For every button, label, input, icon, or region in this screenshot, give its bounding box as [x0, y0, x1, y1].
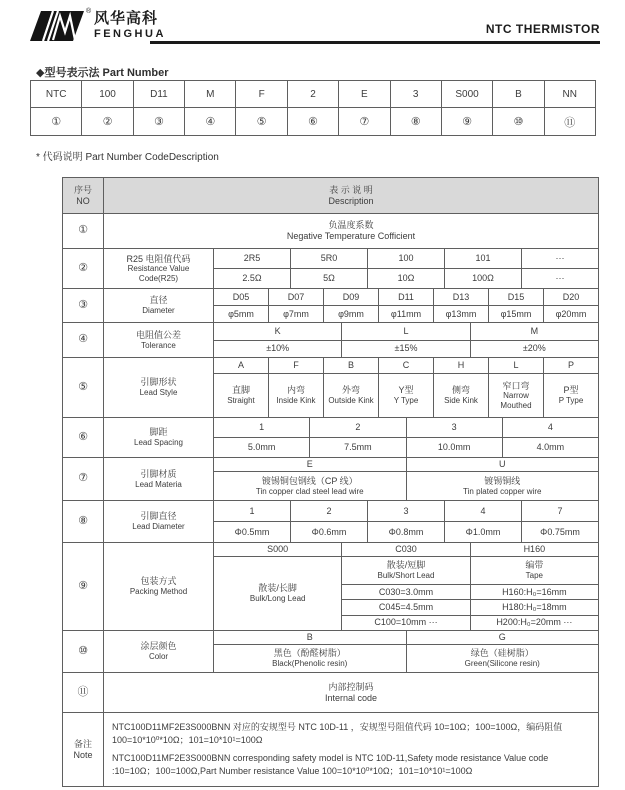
value-cell: ±15%	[342, 341, 470, 358]
ntc-desc-cell	[104, 214, 598, 248]
value-cell: 10Ω	[368, 269, 445, 288]
value-cell: φ20mm	[555, 308, 587, 319]
value-en: Tin plated copper wire	[463, 486, 542, 496]
value-subrow	[214, 269, 598, 288]
header-no-cn: 序号	[73, 184, 92, 195]
packing-option: H180:H₀=18mm	[471, 600, 598, 615]
brand-block	[94, 11, 166, 40]
code-subrow	[214, 249, 598, 269]
code-subrow	[214, 543, 598, 557]
value-cell	[214, 645, 407, 672]
registered-mark: ®	[86, 8, 92, 15]
pn-index: ②	[82, 108, 133, 135]
code-cell: 101	[445, 249, 522, 268]
page-header	[30, 8, 600, 60]
label-en: Lead Materia	[135, 479, 182, 489]
label-cn: 引脚直径	[140, 511, 177, 522]
packing-col-s000	[214, 557, 342, 630]
value-cn: 编带	[525, 560, 544, 571]
value-cell: 5.0mm	[214, 438, 310, 457]
row-lead-diameter	[63, 501, 598, 543]
pn-code: S000	[442, 81, 493, 107]
label-en: Resistance Value	[127, 264, 190, 274]
packing-option: C100=10mm ···	[374, 617, 438, 628]
label-cn: 包装方式	[140, 576, 177, 587]
row-tolerance	[63, 323, 598, 358]
value-cell: φ7mm	[269, 306, 324, 322]
code-cell: A	[214, 358, 269, 373]
code-cell: C	[379, 358, 434, 373]
code-cell: 3	[368, 501, 445, 521]
header-desc-cn: 表 示 说 明	[329, 184, 373, 195]
header-no-cell	[63, 178, 104, 213]
value-en: Green(Silicone resin)	[464, 659, 540, 669]
packing-col-h160	[471, 557, 598, 630]
row-resistance-value	[63, 249, 598, 289]
code-cell: H160	[523, 544, 546, 555]
code-subrow	[214, 418, 598, 438]
tolerance-values	[214, 323, 598, 357]
code-cell: D09	[324, 289, 379, 305]
brand-name-cn: 风华高科	[94, 10, 159, 27]
value-subrow	[214, 374, 598, 417]
value-cell: Φ0.8mm	[368, 522, 445, 542]
lead-diameter-label-cell	[104, 501, 214, 542]
row-index: ⑩	[63, 631, 104, 672]
value-en: Tin copper clad steel lead wire	[255, 486, 364, 496]
ntc-desc-en: Negative Temperature Cofficient	[286, 231, 416, 241]
value-cell	[342, 557, 469, 585]
value-cell: 7.5mm	[310, 438, 406, 457]
value-cell: 10.0mm	[407, 438, 503, 457]
resistance-label-cell	[104, 249, 214, 288]
lead-material-values	[214, 458, 598, 500]
row-index: ⑥	[63, 418, 104, 457]
value-subrow	[214, 341, 598, 358]
section-title: ◆型号表示法 Part Number	[36, 67, 169, 79]
packing-option: H200:H₀=20mm ···	[496, 617, 573, 628]
value-cell: Φ1.0mm	[445, 522, 522, 542]
value-en: Straight	[227, 396, 255, 406]
label-en: Code(R25)	[138, 273, 179, 283]
note-text-en: NTC100D11MF2E3S000BNN corresponding safety model is NTC 10D-11,Safety mode resistance Value code :10=10Ω；100=100Ω,Part Number resistance Value 100=10*10⁰*10Ω；101=10*10¹=100Ω	[112, 752, 549, 776]
brand-name-en: FENGHUA	[94, 27, 166, 40]
pn-index: ⑤	[236, 108, 287, 135]
row-index: ⑨	[63, 543, 104, 630]
code-cell: D15	[489, 289, 544, 305]
code-cell: D11	[379, 289, 434, 305]
pn-code: NN	[562, 88, 577, 100]
lead-style-values	[214, 358, 598, 417]
value-cell: φ13mm	[434, 306, 489, 322]
code-cell: H	[434, 358, 489, 373]
value-cell: 5Ω	[291, 269, 368, 288]
code-cell: B	[214, 631, 407, 644]
value-subrow	[214, 438, 598, 457]
row-index: ②	[63, 249, 104, 288]
code-cell: 2	[291, 501, 368, 521]
value-en: Black(Phenolic resin)	[272, 659, 348, 669]
row-index: ⑤	[63, 358, 104, 417]
pn-index: ⑪	[564, 116, 576, 129]
label-en: Diameter	[142, 306, 175, 316]
value-cn: 外弯	[341, 385, 360, 396]
row-lead-spacing	[63, 418, 598, 458]
packing-values	[214, 543, 598, 630]
row-color	[63, 631, 598, 673]
code-subrow	[214, 358, 598, 374]
pn-index: ⑦	[339, 108, 390, 135]
pn-index: ⑨	[442, 108, 493, 135]
value-cell: Φ0.5mm	[214, 522, 291, 542]
pn-index: ⑥	[288, 108, 339, 135]
value-cn: 窄口弯	[502, 380, 530, 391]
code-cell: 2R5	[214, 249, 291, 268]
value-cell	[324, 374, 379, 417]
label-cn: R25 电阻值代码	[126, 253, 191, 264]
row-index: ⑦	[63, 458, 104, 500]
value-cell: Φ0.6mm	[291, 522, 368, 542]
header-desc-en: Description	[328, 195, 374, 206]
row-index: ①	[63, 214, 104, 248]
label-cn: 引脚材质	[140, 468, 177, 479]
resistance-values	[214, 249, 598, 288]
row-index: ④	[63, 323, 104, 357]
code-subrow	[214, 289, 598, 306]
lead-diameter-values	[214, 501, 598, 542]
value-cell	[407, 472, 599, 500]
code-cell: 5R0	[291, 249, 368, 268]
value-cn: 内弯	[286, 385, 305, 396]
label-cn: 电阻值公差	[135, 329, 181, 340]
code-subrow	[214, 323, 598, 341]
code-cell: 4	[547, 422, 553, 433]
value-cell	[269, 374, 324, 417]
color-values	[214, 631, 598, 672]
value-cn: 镀锡铜包钢线（CP 线）	[261, 475, 358, 486]
label-cn: 涂层颜色	[140, 641, 177, 652]
note-label-en: Note	[73, 749, 93, 760]
value-en: Bulk/Long Lead	[249, 594, 306, 604]
value-cell	[489, 374, 544, 417]
value-en: Bulk/Short Lead	[377, 571, 435, 581]
label-cn: 脚距	[149, 427, 168, 438]
code-cell: F	[269, 358, 324, 373]
value-cn: 直脚	[231, 385, 250, 396]
code-cell: 4	[445, 501, 522, 521]
value-cell: 100Ω	[445, 269, 522, 288]
code-cell: K	[214, 323, 342, 340]
label-en: Lead Diameter	[132, 522, 185, 532]
diameter-values	[214, 289, 598, 322]
value-cn: 绿色（硅树脂）	[470, 648, 534, 659]
value-cell: ±10%	[214, 341, 342, 358]
pn-code: B	[493, 81, 544, 107]
value-cell	[214, 557, 341, 630]
lead-spacing-label-cell	[104, 418, 214, 457]
code-cell: 1	[214, 418, 310, 437]
row-note	[63, 713, 598, 786]
value-cell: ±20%	[522, 343, 546, 354]
value-cn: 散装/长脚	[258, 583, 297, 594]
value-cell	[407, 645, 599, 672]
code-cell: S000	[214, 543, 342, 556]
lead-material-label-cell	[104, 458, 214, 500]
value-cell	[379, 374, 434, 417]
code-cell: P	[567, 360, 574, 371]
pn-index: ⑧	[391, 108, 442, 135]
value-cell	[471, 557, 598, 585]
code-cell: D07	[269, 289, 324, 305]
color-label-cell	[104, 631, 214, 672]
code-cell: M	[530, 325, 539, 336]
code-subrow	[214, 631, 598, 645]
code-cell: 1	[214, 501, 291, 521]
value-en: Outside Kink	[328, 396, 374, 406]
note-content-cell	[104, 713, 598, 786]
row-index: ⑪	[63, 673, 104, 712]
value-cell: Φ0.75mm	[540, 526, 580, 537]
packing-col-c030	[342, 557, 470, 630]
value-cell: ···	[555, 273, 565, 284]
pn-index: ③	[134, 108, 185, 135]
value-subrow	[214, 522, 598, 542]
value-cell	[214, 374, 269, 417]
note-text-cn: NTC100D11MF2E3S000BNN 对应的安规型号 NTC 10D-11 ，安规型号阻值代码 10=10Ω；100=100Ω，编码阻值 100=10*10⁰*10Ω；101=10*10¹=100Ω	[112, 721, 563, 745]
pn-index: ⑩	[493, 108, 544, 135]
note-index-cell	[63, 713, 104, 786]
pn-index: ①	[31, 108, 82, 135]
row-lead-material	[63, 458, 598, 501]
value-subrow	[214, 645, 598, 672]
code-subrow	[214, 458, 598, 472]
document-title: NTC THERMISTOR	[485, 22, 600, 36]
pn-index: ④	[185, 108, 236, 135]
code-cell: ···	[555, 253, 565, 264]
label-en: Color	[148, 652, 169, 662]
ntc-desc-cn: 负温度系数	[328, 220, 374, 231]
value-cell	[214, 472, 407, 500]
label-en: Packing Method	[129, 587, 188, 597]
pn-code: E	[339, 81, 390, 107]
row-lead-style	[63, 358, 598, 418]
pn-code: 3	[391, 81, 442, 107]
note-label-cn: 备注	[73, 738, 92, 749]
packing-option: C045=4.5mm	[342, 600, 469, 615]
value-en: Side Kink	[444, 396, 478, 406]
pn-code: D11	[134, 81, 185, 107]
lead-spacing-values	[214, 418, 598, 457]
packing-option: C030=3.0mm	[342, 585, 469, 600]
value-cell: φ15mm	[489, 306, 544, 322]
pn-code: NTC	[31, 81, 82, 107]
value-cell: φ9mm	[324, 306, 379, 322]
value-cell: φ5mm	[214, 306, 269, 322]
value-cn: 内部控制码	[328, 681, 374, 692]
value-subrow	[214, 472, 598, 500]
diameter-label-cell	[104, 289, 214, 322]
value-cell: 4.0mm	[536, 442, 565, 453]
fenghua-logo-icon	[30, 10, 84, 42]
code-cell: G	[498, 632, 506, 643]
header-desc-cell	[104, 178, 598, 213]
value-cn: 黑色（酚醛树脂）	[273, 648, 346, 659]
value-en: P Type	[558, 396, 584, 406]
value-en: Tape	[525, 571, 543, 581]
value-cell	[544, 374, 598, 417]
code-cell: D13	[434, 289, 489, 305]
code-cell: C030	[342, 543, 470, 556]
packing-label-cell	[104, 543, 214, 630]
value-en: Inside Kink	[276, 396, 316, 406]
label-en: Tolerance	[141, 340, 176, 350]
part-number-table	[30, 80, 596, 136]
code-cell: L	[342, 323, 470, 340]
value-cn: P型	[563, 385, 579, 396]
pn-code: 100	[82, 81, 133, 107]
tolerance-label-cell	[104, 323, 214, 357]
table-header-row	[63, 178, 598, 214]
label-cn: 直径	[149, 295, 168, 306]
value-en: Internal code	[324, 692, 378, 703]
code-cell: 3	[407, 418, 503, 437]
pn-code: F	[236, 81, 287, 107]
code-description-table	[62, 177, 599, 787]
value-cn: 散装/短脚	[386, 560, 426, 571]
code-subrow	[214, 501, 598, 522]
row-ntc	[63, 214, 598, 249]
code-cell: U	[499, 459, 506, 470]
label-cn: 引脚形状	[140, 377, 177, 388]
code-description-note: * 代码说明 Part Number CodeDescription	[36, 152, 219, 163]
row-internal-code	[63, 673, 598, 713]
value-en: Narrow Mouthed	[500, 391, 532, 410]
value-cn: 镀锡铜线	[484, 475, 521, 486]
header-divider	[150, 41, 600, 44]
code-cell: D20	[562, 291, 580, 302]
code-cell: 7	[557, 505, 563, 516]
internal-code-cell	[104, 673, 598, 712]
value-cell: φ11mm	[379, 306, 434, 322]
value-cn: Y型	[398, 385, 414, 396]
pn-code: M	[185, 81, 236, 107]
code-cell: E	[214, 458, 407, 471]
row-packing-method	[63, 543, 598, 631]
part-number-codes-row	[31, 81, 595, 108]
value-subrow	[214, 306, 598, 322]
value-cell: 2.5Ω	[214, 269, 291, 288]
row-index: ⑧	[63, 501, 104, 542]
pn-code: 2	[288, 81, 339, 107]
part-number-index-row	[31, 108, 595, 135]
row-index: ③	[63, 289, 104, 322]
packing-body	[214, 557, 598, 630]
code-cell: D05	[214, 289, 269, 305]
code-cell: 100	[368, 249, 445, 268]
code-cell: 2	[310, 418, 406, 437]
code-cell: B	[324, 358, 379, 373]
value-cn: 侧弯	[451, 385, 470, 396]
packing-option: H160:H₀=16mm	[471, 585, 598, 600]
lead-style-label-cell	[104, 358, 214, 417]
header-no-en: NO	[76, 195, 90, 206]
label-en: Lead Style	[139, 388, 178, 398]
value-cell	[434, 374, 489, 417]
value-en: Y Type	[393, 396, 419, 406]
code-cell: L	[489, 358, 544, 373]
row-diameter	[63, 289, 598, 323]
label-en: Lead Spacing	[134, 438, 183, 448]
